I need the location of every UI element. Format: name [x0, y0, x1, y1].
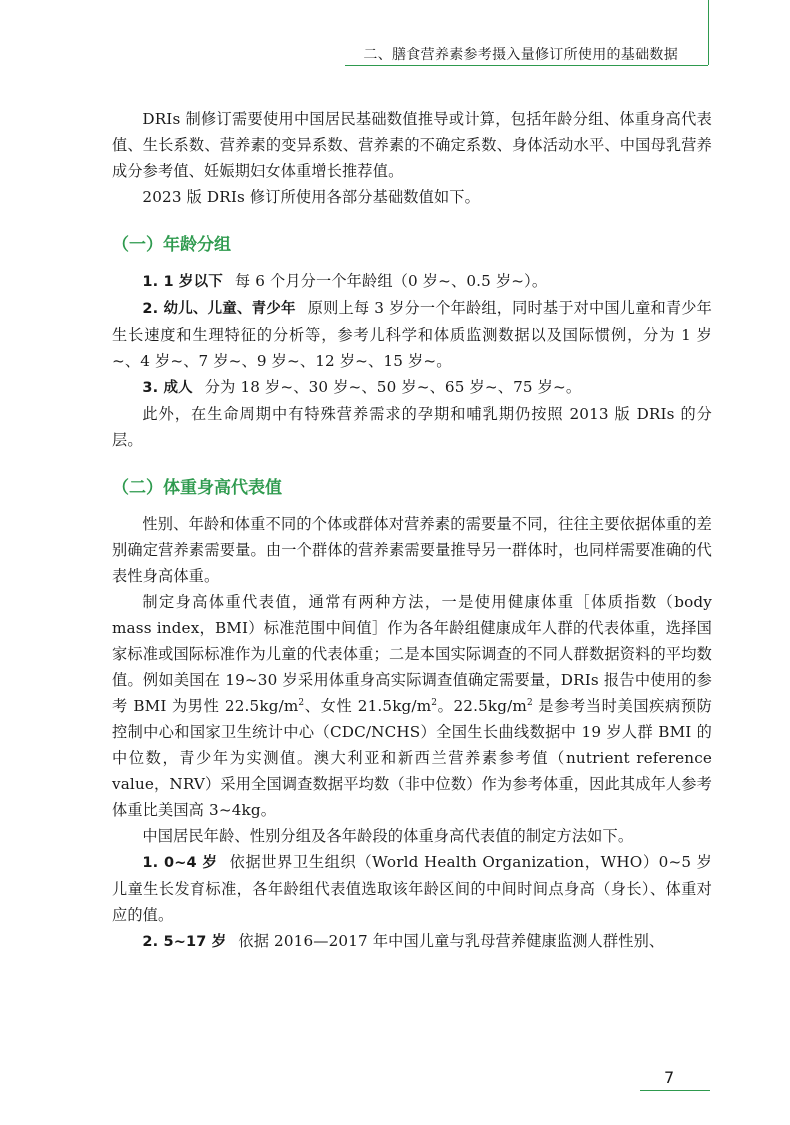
superscript: 2: [298, 697, 305, 708]
list-item-text: 依据 2016—2017 年中国儿童与乳母营养健康监测人群性别、: [238, 932, 665, 950]
body-paragraph: [112, 589, 712, 823]
text-run: 、女性 21.5kg/m: [304, 697, 432, 715]
list-item-text: 分为 18 岁~、30 岁~、50 岁~、65 岁~、75 岁~。: [204, 378, 582, 396]
page-number: 7: [664, 1068, 675, 1087]
section-note: 此外，在生命周期中有特殊营养需求的孕期和哺乳期仍按照 2013 版 DRIs 的分层。: [112, 405, 712, 449]
list-item-label: 3. 成人: [142, 380, 193, 396]
header-rule: [345, 65, 708, 66]
list-item: [112, 268, 712, 295]
list-item: [112, 374, 712, 401]
superscript: 2: [526, 697, 533, 708]
list-item-label: 1. 1 岁以下: [142, 274, 223, 290]
superscript: 2: [431, 697, 438, 708]
page-body: [112, 106, 712, 955]
intro-paragraph: DRIs 制修订需要使用中国居民基础数值推导或计算，包括年龄分组、体重身高代表值、生长系数、营养素的变异系数、营养素的不确定系数、身体活动水平、中国母乳营养成分参考值、妊娠期妇女体重增长推荐值。: [112, 110, 712, 180]
list-item-label: 1. 0~4 岁: [142, 855, 218, 871]
list-item: [112, 849, 712, 928]
header-vertical-rule: [708, 0, 709, 65]
body-paragraph: 中国居民年龄、性别分组及各年龄段的体重身高代表值的制定方法如下。: [142, 827, 634, 845]
body-paragraph: 性别、年龄和体重不同的个体或群体对营养素的需要量不同，往往主要依据体重的差别确定营养素需要量。由一个群体的营养素需要量推导另一群体时，也同样需要准确的代表性身高体重。: [112, 515, 712, 585]
list-item-text: 依据世界卫生组织（World Health Organization，WHO）0~5 岁儿童生长发育标准，各年龄组代表值选取该年龄区间的中间时间点身高（身长）、体重对应的值。: [112, 853, 712, 924]
text-run: 是参考当时美国疾病预防控制中心和国家卫生统计中心（CDC/NCHS）全国生长曲线数据中 19 岁人群 BMI 的中位数，青少年为实测值。澳大利亚和新西兰营养素参考值（nutrient reference value，NRV）采用全国调查数据平均数（非中位数）作为参考体重，因此其成年人参考体重比美国高 3~4kg。: [112, 697, 713, 819]
section-heading-body-weight-height: （二）体重身高代表值: [112, 478, 282, 498]
list-item-label: 2. 5~17 岁: [142, 934, 227, 950]
running-header: 二、膳食营养素参考摄入量修订所使用的基础数据: [363, 47, 678, 63]
list-item: [112, 295, 712, 374]
list-item: [112, 928, 712, 955]
intro-paragraph: 2023 版 DRIs 修订所使用各部分基础数值如下。: [142, 188, 480, 206]
footer-rule: [640, 1090, 710, 1091]
text-run: 。22.5kg/m: [437, 697, 527, 715]
list-item-text: 原则上每 3 岁分一个年龄组，同时基于对中国儿童和青少年生长速度和生理特征的分析等，参考儿科学和体质监测数据以及国际惯例，分为 1 岁~、4 岁~、7 岁~、9 岁~、12 岁~、15 岁~。: [112, 299, 712, 370]
section-heading-age-groups: （一）年龄分组: [112, 235, 231, 255]
text-run: 制定身高体重代表值，通常有两种方法，一是使用健康体重［体质指数（body mass index，BMI）标准范围中间值］作为各年龄组健康成年人群的代表体重，选择国家标准或国际标准作为儿童的代表体重；二是本国实际调查的不同人群数据资料的平均数值。例如美国在 19~30 岁采用体重身高实际调查值确定需要量，DRIs 报告中使用的参考 BMI 为男性 22.5kg/m: [112, 593, 712, 715]
list-item-label: 2. 幼儿、儿童、青少年: [142, 301, 296, 317]
list-item-text: 每 6 个月分一个年龄组（0 岁~、0.5 岁~）。: [234, 272, 548, 290]
